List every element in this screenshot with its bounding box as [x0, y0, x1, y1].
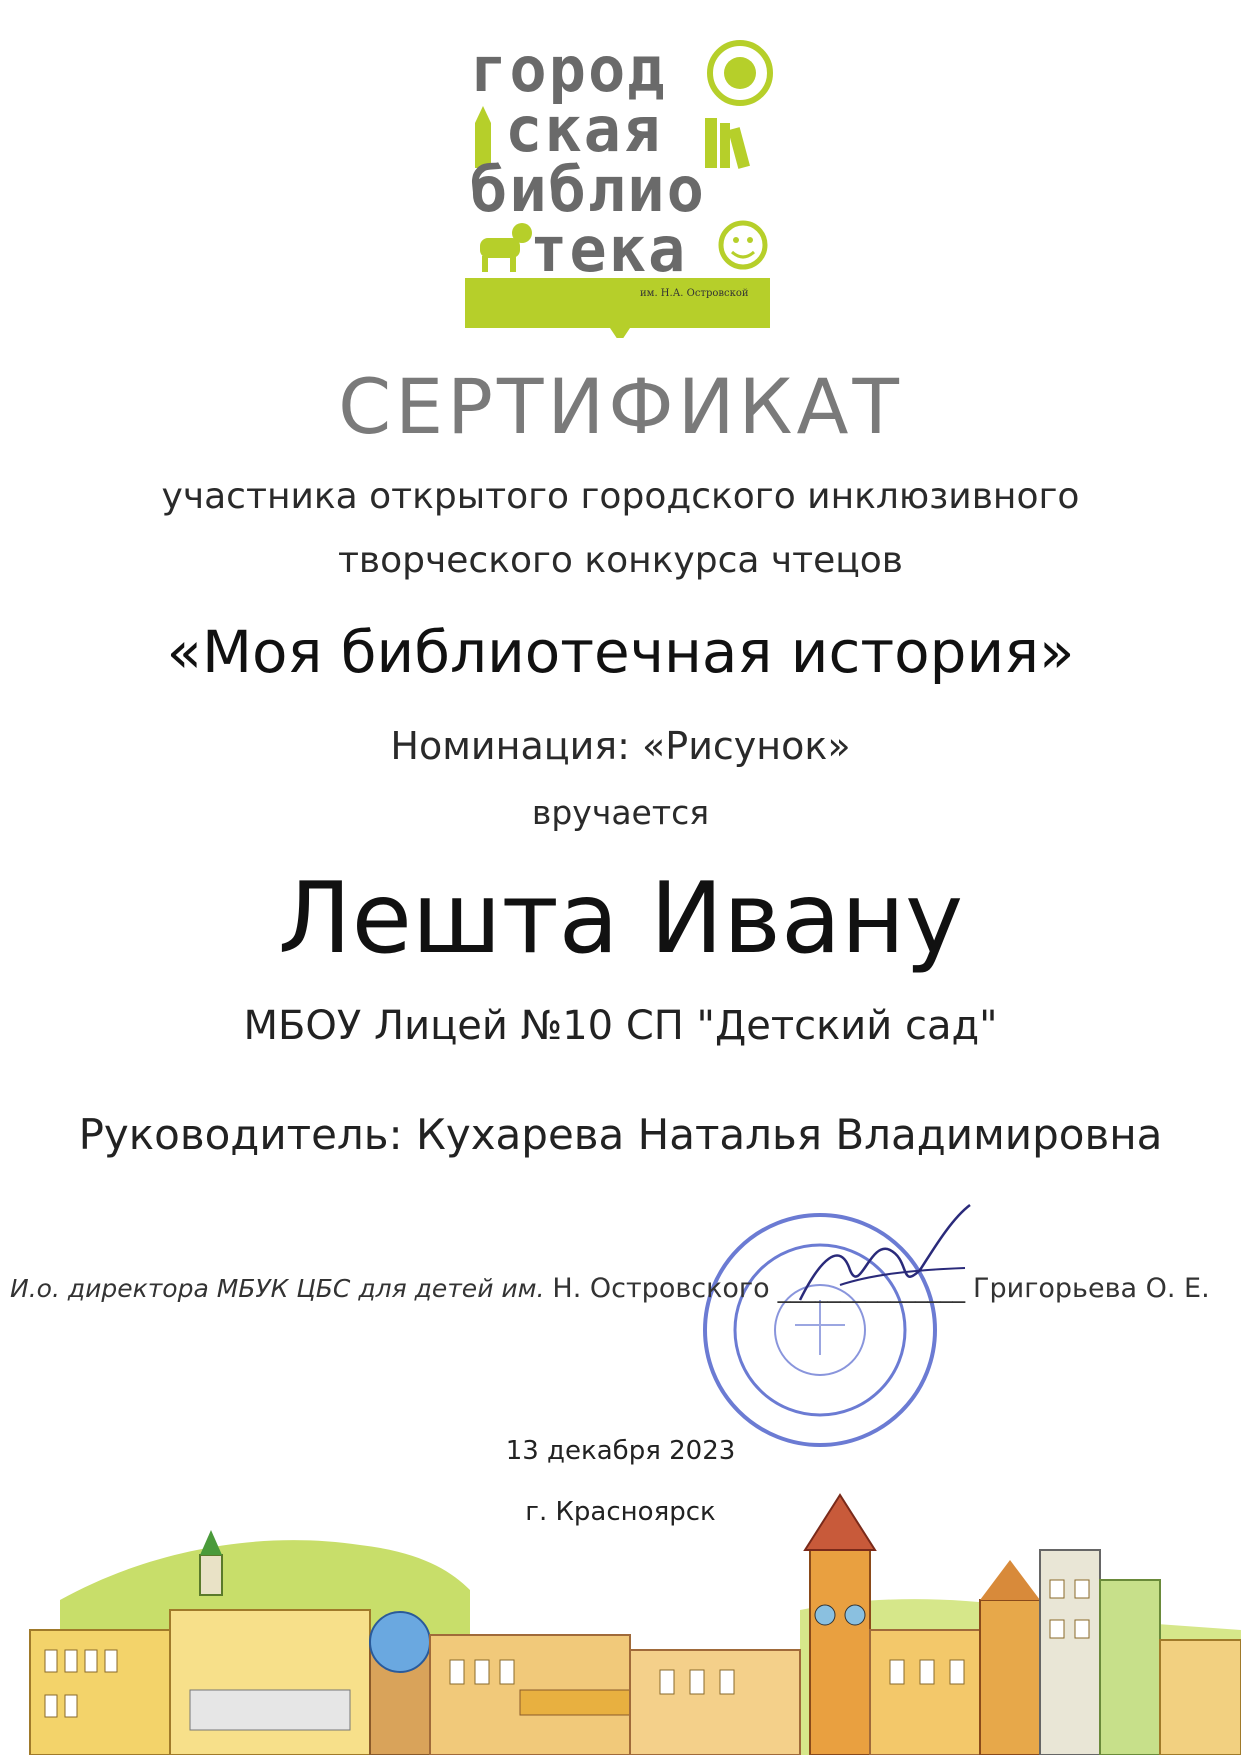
organization: МБОУ Лицей №10 СП "Детский сад"	[243, 1003, 998, 1049]
logo-line-4: тека	[530, 213, 688, 286]
director-org-name: Н. Островского	[552, 1273, 770, 1304]
date: 13 декабря 2023	[505, 1436, 736, 1466]
contest-name: «Моя библиотечная история»	[166, 618, 1075, 686]
signature-line: _______________	[777, 1274, 966, 1303]
logo-line-2: ская	[505, 93, 663, 166]
leader: Руководитель: Кухарева Наталья Владимировна	[78, 1110, 1163, 1159]
logo-line-1: город	[470, 33, 667, 106]
library-logo	[460, 28, 780, 338]
city: г. Красноярск	[525, 1497, 716, 1527]
recipient-name: Лешта Ивану	[277, 862, 964, 976]
city-illustration	[0, 1490, 1241, 1755]
director-title: И.о. директора МБУК ЦБС для детей им.	[10, 1274, 545, 1303]
director-line	[10, 1273, 1210, 1304]
awarded-label: вручается	[531, 793, 710, 832]
certificate-title: СЕРТИФИКАТ	[338, 362, 903, 451]
director-name: Григорьева О. Е.	[973, 1273, 1210, 1304]
certificate-subtitle-line-2: творческого конкурса чтецов	[337, 540, 904, 581]
nomination: Номинация: «Рисунок»	[390, 724, 851, 768]
logo-line-3: библио	[470, 153, 706, 226]
logo-subtitle: им. Н.А. Островской	[640, 288, 749, 299]
certificate-subtitle-line-1: участника открытого городского инклюзивного	[161, 476, 1080, 517]
